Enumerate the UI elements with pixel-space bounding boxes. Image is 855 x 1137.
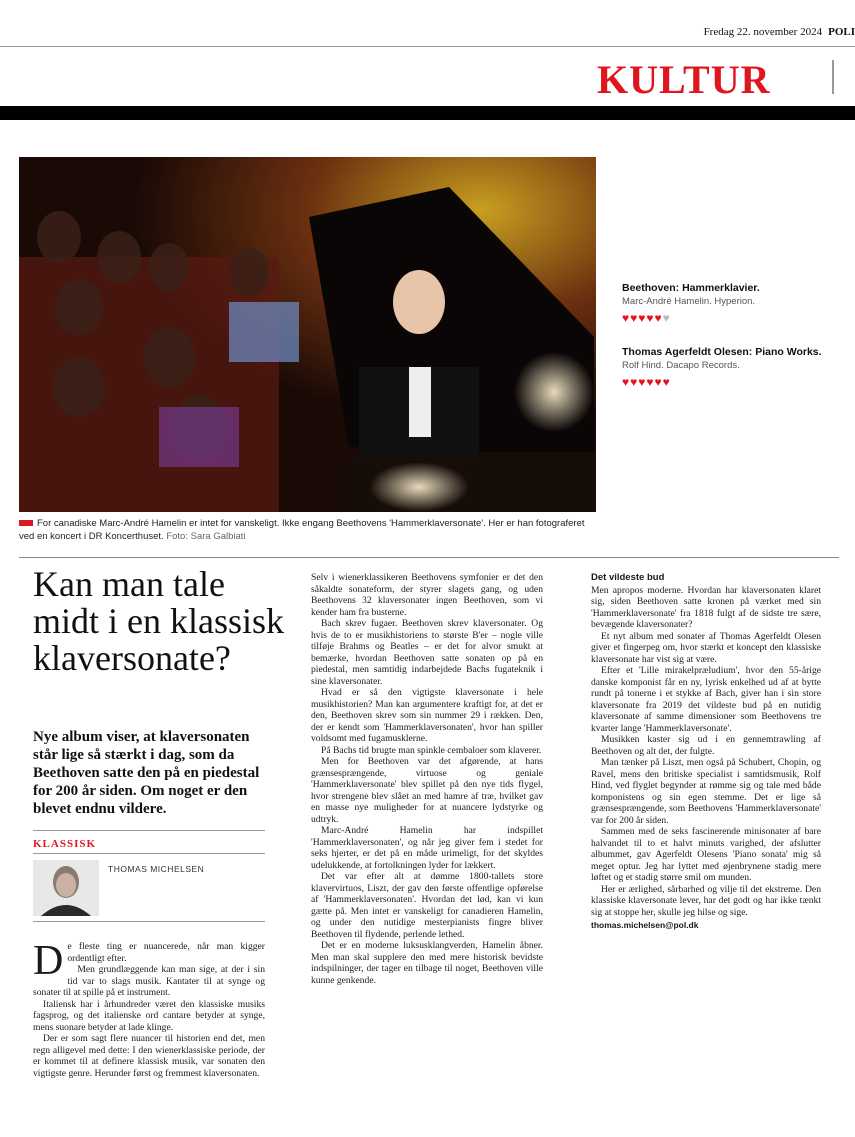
article-deck: Nye album viser, at klaversonaten står lige så stærkt i dag, som da Beethoven satte den på en piedestal for 200 år siden. Om noget er den blevet endnu vildere. <box>33 729 260 817</box>
paragraph: Der er som sagt flere nuancer til historien end det, men regn alligevel med dette: I den wienerklassiske periode, der er kommet til at definere klassisk musik, var sonaten den vigtigste genre. Herunder først og fremmest klaversonaten. <box>33 1033 265 1079</box>
photo-credit: Foto: Sara Galbiati <box>166 531 246 542</box>
heart-rating-icon <box>622 375 842 389</box>
concert-photo <box>19 157 596 512</box>
heart-empty-icon: ♥ <box>662 311 671 325</box>
body-column-2 <box>311 572 543 986</box>
paragraph: Men for Beethoven var det afgørende, at hans grænsesprængende, virtuose og geniale 'Hammerklaversonate' blev spillet på den nye tids flygel, hvor strengene blev slået an med hamre af træ, hvilket gav en masse nye muligheder for at nuancere lydstyrke og udtryk. <box>311 756 543 825</box>
paragraph: De fleste ting er nuancerede, når man kigger ordentligt efter. <box>33 938 265 984</box>
paragraph: Man tænker på Liszt, men også på Schubert, Chopin, og Ravel, mens den britiske specialist i samtidsmusik, Rolf Hind, ved flyglet begynder at rømme sig og tale med både komponistens og sin egen stemme. Det er lige så grænsesprængende, som Beethovens 'Hammerklaversonate' var for 200 år siden. <box>591 757 821 826</box>
paragraph: Italiensk har i århundreder været den klassiske musiks fagsprog, og det italienske ord cantare betyder at synge, mens suonare betyder at lade klinge. <box>33 998 265 1033</box>
paragraph: Marc-André Hamelin har indspillet 'Hammerklaversonaten', og når jeg giver fem i stedet for seks hjerter, er det på en måde urimeligt, for det skyldes udelukkende, at fortolkningen lyder for lækkert. <box>311 825 543 871</box>
heart-filled-icon: ♥ <box>646 375 655 389</box>
paragraph: Hvad er så den vigtigste klaversonate i hele musikhistorien? Man kan argumentere kraftigt for, at det er den, Beethoven skrev som sin nummer 29 i rækken. Den, der er kendt som 'Hammerklaversonaten', hvor han spiller voldsomt med fugamusklerne. <box>311 687 543 744</box>
heart-filled-icon: ♥ <box>638 311 647 325</box>
article-kicker: KLASSISK <box>33 838 97 850</box>
subheading: Det vildeste bud <box>591 572 665 583</box>
heart-filled-icon: ♥ <box>646 311 655 325</box>
paragraph: På Bachs tid brugte man spinkle cembaloer som klaverer. <box>321 744 542 756</box>
body-rule <box>33 921 265 922</box>
dropcap: D <box>33 938 64 984</box>
paragraph: Men grundlæggende kan man sige, at der i sin tid var to slags musik. Kantater til at synge og sonater til at spille på et instrument. <box>33 964 265 998</box>
review-title: Beethoven: Hammerklavier. <box>622 282 760 294</box>
heart-rating-icon <box>622 311 842 325</box>
author-email[interactable]: thomas.michelsen@pol.dk <box>591 920 699 930</box>
article-headline: Kan man tale midt i en klassisk klaversonate? <box>33 564 284 678</box>
body-column-1 <box>33 938 265 1079</box>
heart-filled-icon: ♥ <box>622 375 631 389</box>
paper-name: POLI <box>828 26 855 38</box>
heart-filled-icon: ♥ <box>662 375 671 389</box>
paragraph: Efter et 'Lille mirakelpræludium', hvor den 55-årige danske komponist får en ny, lyrisk enkelhed ud af at bytte rundt på tonerne i et stykke af Bach, giver han i sin store klaversonate fra 2019 det vildeste bud på en nutidig klaversonate af samme dimensioner som Beethovens tre kvarter lange 'Hammerklaversonate'. <box>591 665 821 734</box>
review-2 <box>622 346 842 389</box>
review-sub: Rolf Hind. Dacapo Records. <box>622 360 740 371</box>
heart-filled-icon: ♥ <box>630 375 639 389</box>
paragraph: Det er en moderne luksusklangverden, Hamelin åbner. Men man skal supplere den med mere historisk bevidste indspilninger, der tager en tilbage til noget, Beethoven ville kunne genkende. <box>311 940 543 986</box>
paragraph: Selv i wienerklassikeren Beethovens symfonier er det den såkaldte sonateform, der styrer slagets gang, og uden Beethovens 32 klaversonater ingen Beethoven, som vi kender ham fra busterne. <box>311 572 543 618</box>
heart-filled-icon: ♥ <box>654 375 663 389</box>
heart-filled-icon: ♥ <box>630 311 639 325</box>
paragraph: Bach skrev fugaer. Beethoven skrev klaversonater. Og hvis de to er musikhistoriens to største B'er – nogle ville tilføje Brahms og Beatles – er det for alvor smukt at bemærke, hvordan Beethoven satte sonaten op på en piedestal, men samtidig indarbejdede Bachs fugateknik i sine klaversonater. <box>311 618 543 687</box>
paragraph: Musikken kaster sig ud i en gennemtrawling af Beethoven og alt det, der fulgte. <box>591 734 821 757</box>
heart-filled-icon: ♥ <box>622 311 631 325</box>
photo-caption: For canadiske Marc-André Hamelin er intet for vanskeligt. Ikke engang Beethovens 'Hammerklaversonate'. Her er han fotograferet ved en koncert i DR Koncerthuset. Foto: Sara Galbiati <box>19 518 585 542</box>
kicker-rule <box>33 830 265 831</box>
paragraph: Et nyt album med sonater af Thomas Agerfeldt Olesen giver et fingerpeg om, hvor stærkt et koncept den klassiske klaversonate har vist sig at være. <box>591 630 821 665</box>
header-rule <box>0 46 855 47</box>
paragraph: Det var efter alt at dømme 1800-tallets store klavervirtuos, Liszt, der gav den første offentlige opførelse af 'Hammerklaversonaten'. Hvordan det lød, kan vi kun gætte på. Men intet er vanskeligt for canadieren Hamelin, og under den nutidige mesterpianists fingre bliver Beethoven til flydende, perlende lethed. <box>311 871 543 940</box>
paragraph: Men apropos moderne. Hvordan har klaversonaten klaret sig, siden Beethoven satte kronen på værket med sin 'Hammerklaversonate' fra 1818 fulgt af de sidste tre sære, bevægende klaversonater? <box>591 584 821 630</box>
header-bar <box>0 106 855 120</box>
paragraph: Sammen med de seks fascinerende minisonater af bare halvandet til to et halvt minuts varighed, der afslutter albummet, gav Agerfeldt Olesens 'Piano sonata' mig så meget optur. Jeg har lyttet med øjenbrynene stadig mere løftet og et stadig større smil om munden. <box>591 826 821 883</box>
byline-rule <box>33 853 265 854</box>
body-column-3 <box>591 572 821 932</box>
heart-filled-icon: ♥ <box>638 375 647 389</box>
issue-date: Fredag 22. november 2024 POLI <box>703 26 855 38</box>
heart-filled-icon: ♥ <box>654 311 663 325</box>
author-byline: THOMAS MICHELSEN <box>108 864 205 874</box>
review-1 <box>622 282 842 325</box>
caption-marker <box>19 520 33 526</box>
review-title: Thomas Agerfeldt Olesen: Piano Works. <box>622 346 822 358</box>
review-sub: Marc-André Hamelin. Hyperion. <box>622 296 756 307</box>
author-avatar <box>33 860 99 916</box>
section-divider <box>832 60 834 94</box>
article-rule <box>19 557 839 558</box>
paragraph: Her er ærlighed, sårbarhed og vilje til det ekstreme. Den klassiske klaversonate lever, har det godt og har ikke tænkt sig at stoppe her, skulle jeg hilse og sige. <box>591 883 821 918</box>
section-title: KULTUR <box>597 57 771 102</box>
